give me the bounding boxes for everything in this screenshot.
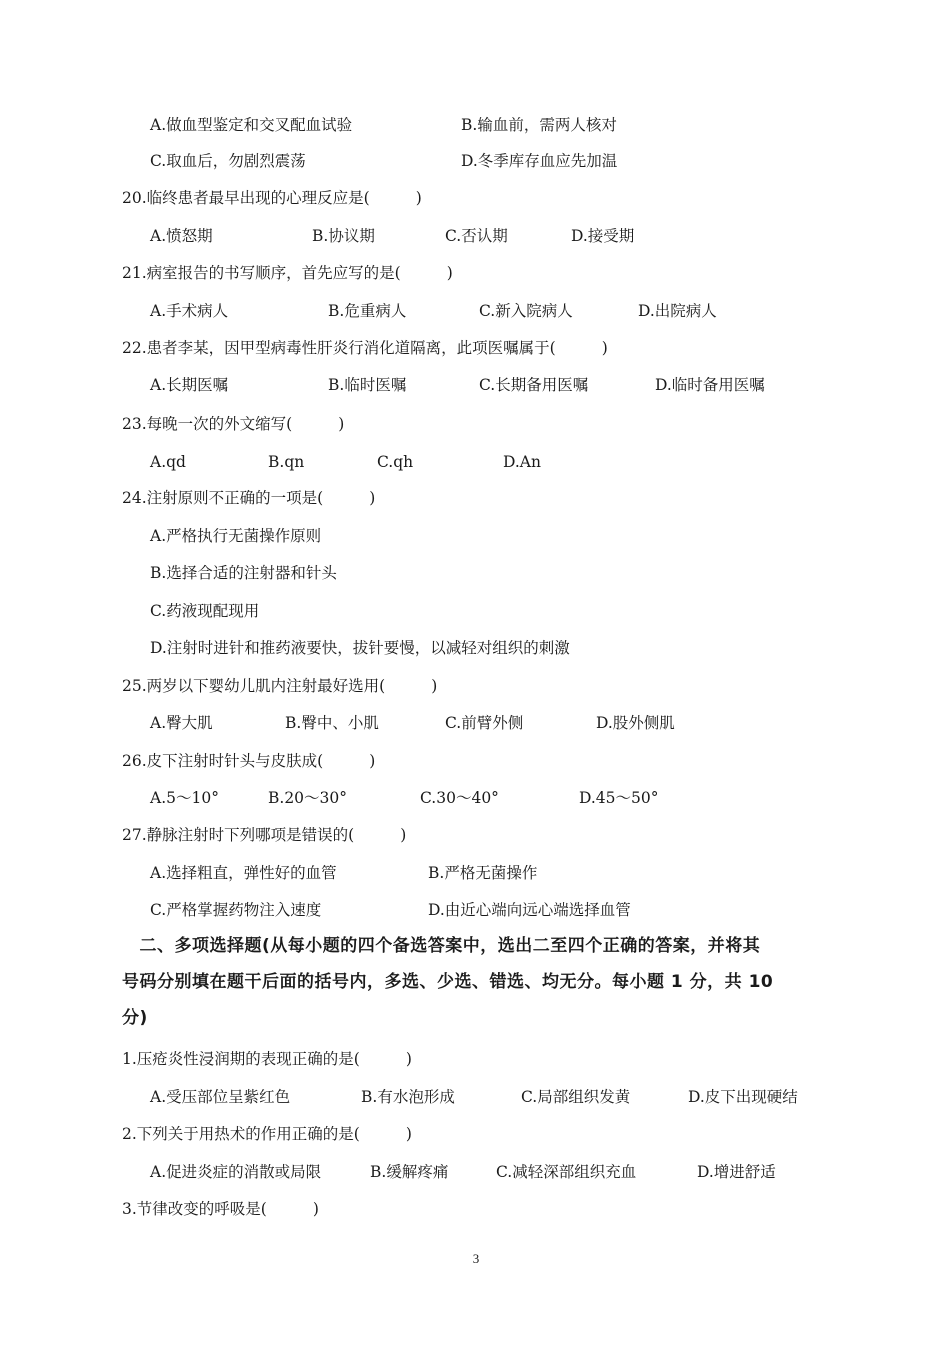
q26-close-paren: ) — [369, 752, 376, 770]
q27-stem — [122, 825, 406, 845]
q23-close-paren: ) — [338, 415, 345, 433]
m2-close-paren: ) — [405, 1125, 412, 1143]
q25-stem — [122, 676, 437, 696]
q24-stem — [122, 488, 375, 508]
q19-option-c: C.取血后，勿剧烈震荡 — [150, 152, 306, 170]
q22-option-d: D.临时备用医嘱 — [655, 376, 765, 394]
q22-stem-text: 22.患者李某，因甲型病毒性肝炎行消化道隔离，此项医嘱属于( — [122, 339, 556, 357]
q27-option-c: C.严格掌握药物注入速度 — [150, 901, 322, 919]
q23-stem-text: 23.每晚一次的外文缩写( — [122, 415, 293, 433]
m1-option-c: C.局部组织发黄 — [521, 1088, 631, 1106]
q27-option-d: D.由近心端向远心端选择血管 — [428, 901, 631, 919]
q20-close-paren: ) — [415, 189, 422, 207]
section-2-line2: 号码分别填在题干后面的括号内，多选、少选、错选、均无分。每小题 1 分，共 10 — [122, 972, 774, 992]
q21-stem — [122, 263, 453, 283]
q21-option-a: A.手术病人 — [150, 302, 229, 320]
section-2-heading — [122, 928, 842, 1036]
section-2-line3: 分) — [122, 1008, 148, 1028]
q22-close-paren: ) — [601, 339, 608, 357]
page-number: 3 — [472, 1251, 480, 1266]
q23-option-d: D.An — [503, 453, 541, 471]
q20-option-b: B.协议期 — [312, 227, 375, 245]
q25-option-b: B.臀中、小肌 — [285, 714, 379, 732]
q27-close-paren: ) — [400, 826, 407, 844]
q19-option-b: B.输血前，需两人核对 — [461, 116, 617, 134]
q22-stem — [122, 338, 608, 358]
q26-option-a: A.5～10° — [150, 789, 219, 807]
q21-option-d: D.出院病人 — [638, 302, 717, 320]
q25-option-a: A.臀大肌 — [150, 714, 213, 732]
m2-option-d: D.增进舒适 — [697, 1163, 776, 1181]
q21-option-b: B.危重病人 — [328, 302, 407, 320]
q26-option-b: B.20～30° — [268, 789, 348, 807]
q26-option-c: C.30～40° — [420, 789, 499, 807]
q25-option-d: D.股外侧肌 — [596, 714, 675, 732]
q27-stem-text: 27.静脉注射时下列哪项是错误的( — [122, 826, 355, 844]
q26-stem — [122, 751, 375, 771]
m2-option-b: B.缓解疼痛 — [370, 1163, 449, 1181]
q23-option-b: B.qn — [268, 453, 305, 471]
q23-option-c: C.qh — [377, 453, 414, 471]
m3-close-paren: ) — [312, 1200, 319, 1218]
q26-stem-text: 26.皮下注射时针头与皮肤成( — [122, 752, 324, 770]
q24-option-c: C.药液现配现用 — [150, 602, 260, 620]
m2-stem — [122, 1124, 412, 1144]
q24-option-b: B.选择合适的注射器和针头 — [150, 564, 337, 582]
q21-option-c: C.新入院病人 — [479, 302, 573, 320]
q25-stem-text: 25.两岁以下婴幼儿肌内注射最好选用( — [122, 677, 386, 695]
m2-stem-text: 2.下列关于用热术的作用正确的是( — [122, 1125, 360, 1143]
m1-option-a: A.受压部位呈紫红色 — [150, 1088, 291, 1106]
section-2-line1: 二、多项选择题(从每小题的四个备选答案中，选出二至四个正确的答案，并将其 — [122, 936, 761, 956]
q19-option-a: A.做血型鉴定和交叉配血试验 — [150, 116, 353, 134]
m3-stem-text: 3.节律改变的呼吸是( — [122, 1200, 267, 1218]
q21-close-paren: ) — [446, 264, 453, 282]
m1-close-paren: ) — [405, 1050, 412, 1068]
q22-option-b: B.临时医嘱 — [328, 376, 407, 394]
q21-stem-text: 21.病室报告的书写顺序，首先应写的是( — [122, 264, 401, 282]
m3-stem — [122, 1199, 319, 1219]
m1-stem — [122, 1049, 412, 1069]
q20-stem — [122, 188, 422, 208]
q25-close-paren: ) — [431, 677, 438, 695]
q20-option-a: A.愤怒期 — [150, 227, 213, 245]
q20-option-c: C.否认期 — [445, 227, 508, 245]
q24-stem-text: 24.注射原则不正确的一项是( — [122, 489, 324, 507]
q24-option-a: A.严格执行无菌操作原则 — [150, 527, 322, 545]
m2-option-a: A.促进炎症的消散或局限 — [150, 1163, 322, 1181]
q22-option-c: C.长期备用医嘱 — [479, 376, 589, 394]
q19-option-d: D.冬季库存血应先加温 — [461, 152, 618, 170]
q22-option-a: A.长期医嘱 — [150, 376, 229, 394]
q27-option-a: A.选择粗直，弹性好的血管 — [150, 864, 337, 882]
q23-option-a: A.qd — [150, 453, 186, 471]
q23-stem — [122, 414, 344, 434]
q20-option-d: D.接受期 — [571, 227, 635, 245]
q26-option-d: D.45～50° — [579, 789, 659, 807]
m1-option-b: B.有水泡形成 — [361, 1088, 455, 1106]
m1-stem-text: 1.压疮炎性浸润期的表现正确的是( — [122, 1050, 360, 1068]
q27-option-b: B.严格无菌操作 — [428, 864, 538, 882]
m2-option-c: C.减轻深部组织充血 — [496, 1163, 637, 1181]
q25-option-c: C.前臂外侧 — [445, 714, 524, 732]
m1-option-d: D.皮下出现硬结 — [688, 1088, 798, 1106]
q20-stem-text: 20.临终患者最早出现的心理反应是( — [122, 189, 370, 207]
q24-option-d: D.注射时进针和推药液要快，拔针要慢，以减轻对组织的刺激 — [150, 639, 570, 657]
q24-close-paren: ) — [369, 489, 376, 507]
